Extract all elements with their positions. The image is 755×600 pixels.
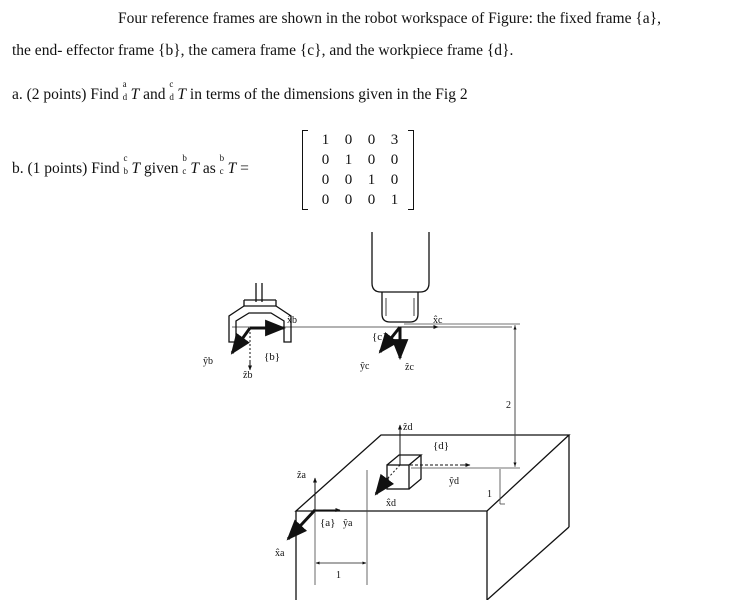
qb-prefix: b. (1 points) Find: [12, 160, 124, 177]
matrix-cell: 0: [344, 132, 353, 148]
label-xb: x̂b: [287, 315, 297, 326]
transform-c-d: c d T: [169, 79, 187, 103]
label-xa: x̂a: [275, 548, 285, 559]
frame-a-axes: [275, 470, 353, 559]
matrix-cell: 0: [367, 192, 376, 208]
label-frame-c: {c}: [372, 331, 388, 343]
dimension-1-right: 1: [487, 489, 492, 500]
label-xd: x̂d: [386, 498, 396, 509]
transform-a-d: a d T: [122, 79, 140, 103]
matrix-cell: 0: [390, 172, 399, 188]
transform-b-c-2: b c T: [219, 153, 237, 177]
intro-line-1: Four reference frames are shown in the robot workspace of Figure: the fixed frame {a},: [118, 10, 661, 27]
intro-line-2: the end- effector frame {b}, the camera frame {c}, and the workpiece frame {d}.: [12, 42, 514, 59]
matrix-cell: 0: [321, 152, 330, 168]
axis-xa-arrow: [288, 510, 315, 539]
matrix-cell: 0: [390, 152, 399, 168]
matrix-cell: 0: [344, 192, 353, 208]
camera-body: [372, 232, 429, 322]
axis-zb-arrow: [232, 328, 250, 353]
qb-equals: =: [236, 160, 249, 177]
matrix-cell: 0: [321, 192, 330, 208]
matrix-cell: 0: [367, 152, 376, 168]
qa-prefix: a. (2 points) Find: [12, 86, 123, 103]
dimension-2: 2: [506, 400, 511, 411]
frame-b-axes: [203, 315, 297, 381]
matrix-cell: 3: [390, 132, 399, 148]
label-frame-b: {b}: [264, 351, 281, 363]
matrix-cell: 0: [321, 172, 330, 188]
label-yc: ŷc: [360, 361, 370, 372]
qa-suffix: in terms of the dimensions given in the Fig 2: [186, 86, 468, 103]
matrix-cell: 1: [344, 152, 353, 168]
label-xc: x̂c: [433, 315, 443, 326]
label-ya: ŷa: [343, 518, 353, 529]
qb-as: as: [198, 160, 220, 177]
matrix-cell: 1: [367, 172, 376, 188]
qb-given: given: [140, 160, 183, 177]
matrix-cell: 1: [390, 192, 399, 208]
label-zc: ẑc: [405, 362, 414, 373]
label-yb: ŷb: [203, 356, 213, 367]
label-frame-a: {a}: [320, 517, 336, 529]
workpiece-cube: [387, 455, 421, 489]
end-effector-gripper: [229, 283, 291, 342]
label-yd: ŷd: [449, 476, 459, 487]
label-zd: ẑd: [403, 422, 413, 433]
qa-and: and: [139, 86, 170, 103]
transform-c-b: c b T: [123, 153, 141, 177]
transform-b-c: b c T: [182, 153, 199, 177]
label-zb: ẑb: [243, 370, 253, 381]
matrix-cell: 0: [344, 172, 353, 188]
dimension-1-bottom: 1: [336, 570, 341, 581]
label-frame-d: {d}: [433, 440, 450, 452]
matrix-cell: 1: [321, 132, 330, 148]
axis-xd-dashed: [388, 465, 400, 478]
axis-xd-arrow: [376, 478, 388, 494]
matrix-cell: 0: [367, 132, 376, 148]
label-za: ẑa: [297, 470, 306, 481]
